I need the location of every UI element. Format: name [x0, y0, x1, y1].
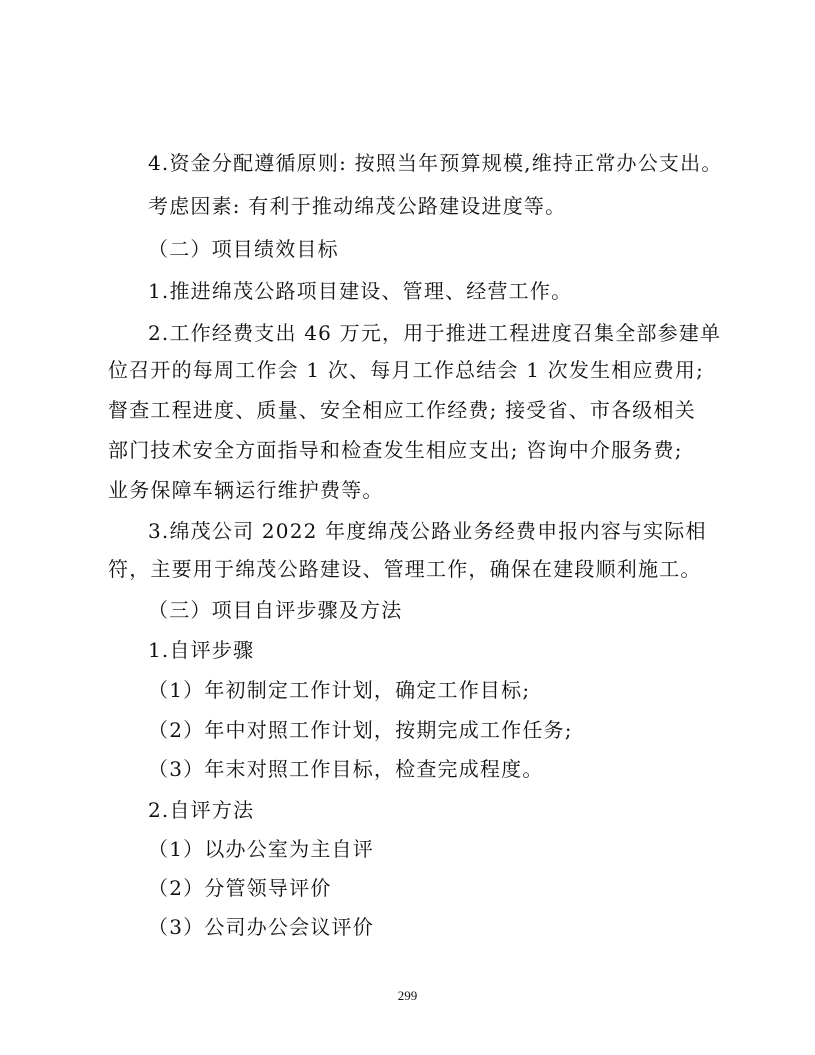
- page-number: 299: [397, 988, 418, 1003]
- step-item-3: （3）年末对照工作目标，检查完成程度。: [148, 757, 544, 781]
- goal-item-2-line-2: 位召开的每周工作会 1 次、每月工作总结会 1 次发生相应费用;: [108, 358, 705, 382]
- paragraph-funding-principle: 4.资金分配遵循原则: 按照当年预算规模,维持正常办公支出。: [148, 151, 723, 175]
- goal-item-2-line-1: 2.工作经费支出 46 万元，用于推进工程进度召集全部参建单: [148, 321, 722, 345]
- step-item-1: （1）年初制定工作计划，确定工作目标;: [148, 678, 531, 702]
- section-heading-performance-goals: （二）项目绩效目标: [148, 237, 339, 261]
- goal-item-3-line-2: 符，主要用于绵茂公路建设、管理工作，确保在建段顺利施工。: [108, 557, 702, 581]
- subheading-evaluation-steps: 1.自评步骤: [148, 638, 255, 662]
- step-item-2: （2）年中对照工作计划，按期完成工作任务;: [148, 718, 573, 742]
- goal-item-2-line-3: 督查工程进度、质量、安全相应工作经费; 接受省、市各级相关: [108, 398, 696, 422]
- method-item-3: （3）公司办公会议评价: [148, 915, 374, 939]
- section-heading-self-evaluation: （三）项目自评步骤及方法: [148, 598, 403, 622]
- goal-item-2-line-5: 业务保障车辆运行维护费等。: [108, 478, 384, 502]
- goal-item-2-line-4: 部门技术安全方面指导和检查发生相应支出; 咨询中介服务费;: [108, 438, 683, 462]
- subheading-evaluation-methods: 2.自评方法: [148, 798, 255, 822]
- goal-item-1: 1.推进绵茂公路项目建设、管理、经营工作。: [148, 279, 573, 303]
- method-item-1: （1）以办公室为主自评: [148, 837, 374, 861]
- method-item-2: （2）分管领导评价: [148, 876, 332, 900]
- paragraph-considerations: 考虑因素: 有利于推动绵茂公路建设进度等。: [148, 194, 567, 218]
- goal-item-3-line-1: 3.绵茂公司 2022 年度绵茂公路业务经费申报内容与实际相: [148, 519, 707, 543]
